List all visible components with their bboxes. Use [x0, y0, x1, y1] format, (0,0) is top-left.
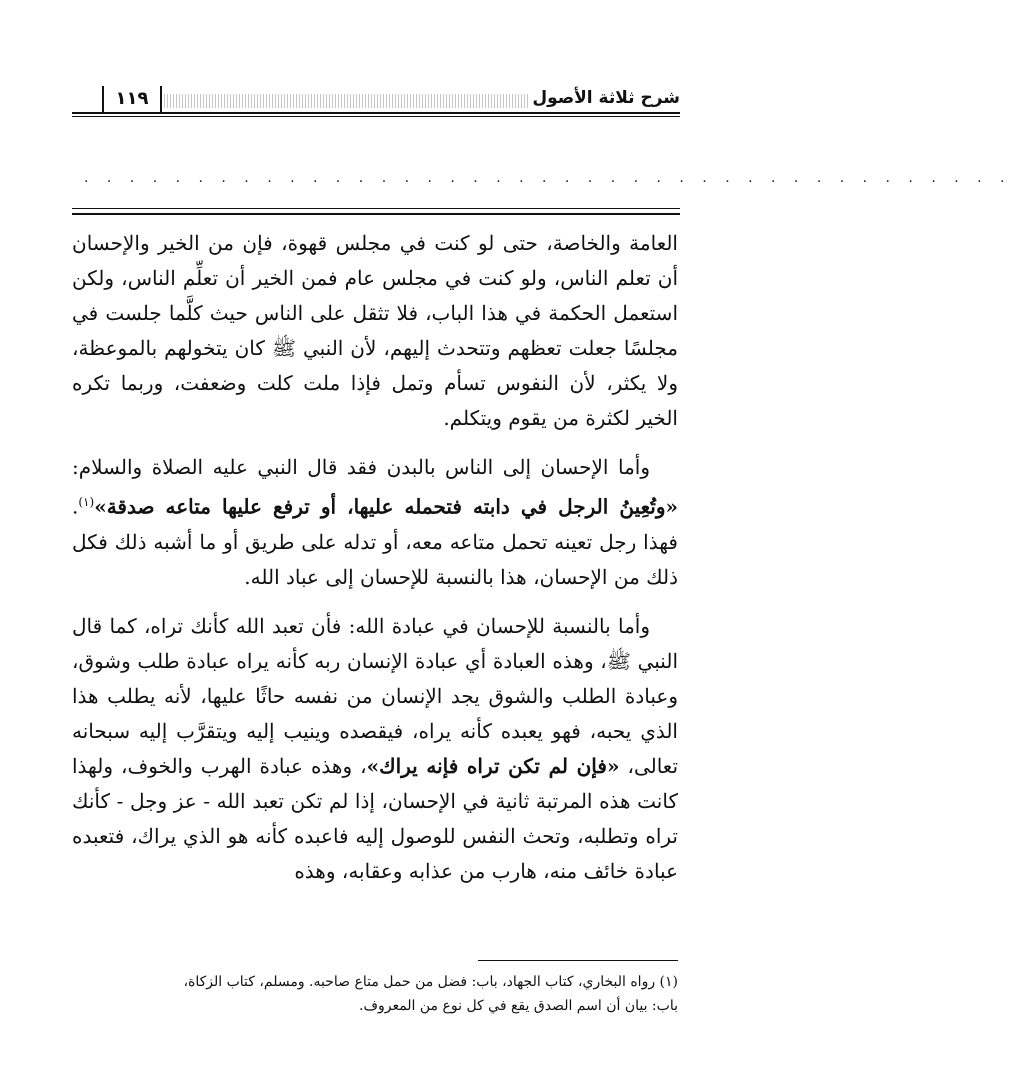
book-title: شرح ثلاثة الأصول [532, 88, 680, 108]
separator-rule-thin [72, 208, 680, 209]
footnote-ref-1[interactable]: (١) [78, 495, 95, 509]
paragraph-3 [72, 609, 678, 889]
main-text [72, 226, 678, 889]
separator-rule-thick [72, 213, 680, 215]
running-header [72, 86, 680, 118]
page-number: ١١٩ [102, 86, 162, 112]
hadith-quote-1: «وتُعِينُ الرجل في دابته فتحمله عليها، أو ترفع عليها متاعه صدقة» [94, 494, 678, 519]
header-rule-thin [72, 116, 680, 117]
header-ornament [164, 94, 530, 108]
hadith-quote-2: «فإن لم تكن تراه فإنه يراك» [366, 753, 620, 778]
paragraph-1: العامة والخاصة، حتى لو كنت في مجلس قهوة، فإن من الخير والإحسان أن تعلم الناس، ولو كنت في مجلس عام فمن الخير أن تعلِّم الناس، ولكن استعمل الحكمة في هذا الباب، فلا تثقل على الناس حيث كلَّما جلست في مجلسًا جعلت تعظهم وتتحدث إليهم، لأن النبي ﷺ كان يتخولهم بالموعظة، ولا يكثر، لأن النفوس تسأم وتمل فإذا ملت كلت وضعفت، وربما تكره الخير لكثرة من يقوم ويتكلم. [72, 231, 678, 430]
footnote-line-1: (١) رواه البخاري، كتاب الجهاد، باب: فضل من حمل متاع صاحبه. ومسلم، كتاب الزكاة، [183, 974, 678, 990]
paragraph-3-part-a: وأما بالنسبة للإحسان في عبادة الله: فأن تعبد الله كأنك تراه، كما قال النبي ﷺ، وهذه العبادة أي عبادة الإنسان ربه كأنه يراه عبادة طلب وشوق، وعبادة الطلب والشوق يجد الإنسان من نفسه حاثًا عليها، لأنه يطلب هذا الذي يحبه، فهو يعبده كأنه يراه، فيقصده وينيب إليه ويتقرَّب إليه سبحانه تعالى، [72, 613, 679, 778]
paragraph-2-rest: . فهذا رجل تعينه تحمل متاعه معه، أو تدله على طريق أو ما أشبه ذلك فكل ذلك من الإحسان، هذا بالنسبة للإحسان إلى عباد الله. [72, 494, 678, 589]
paragraph-2 [72, 450, 678, 595]
header-rule [72, 112, 680, 114]
separator-dots: . . . . . . . . . . . . . . . . . . . . . . . . . . . . . . . . . . . . . . . . . [84, 170, 1011, 186]
paragraph-3-part-b: ، وهذه عبادة الهرب والخوف، ولهذا كانت هذه المرتبة ثانية في الإحسان، إذا لم تكن تعبد الله - عز وجل - كأنك تراه وتطلبه، وتحث النفس للوصول إليه فاعبده كأنه هو الذي يراك، فتعبده عبادة خائف منه، هارب من عذابه وعقابه، وهذه [72, 753, 678, 883]
paragraph-2-intro: وأما الإحسان إلى الناس بالبدن فقد قال النبي عليه الصلاة والسلام: [72, 455, 650, 479]
footnote-line-2: باب: بيان أن اسم الصدق يقع في كل نوع من المعروف. [359, 998, 678, 1014]
footnote-rule [478, 960, 678, 961]
footnote [72, 970, 678, 1018]
